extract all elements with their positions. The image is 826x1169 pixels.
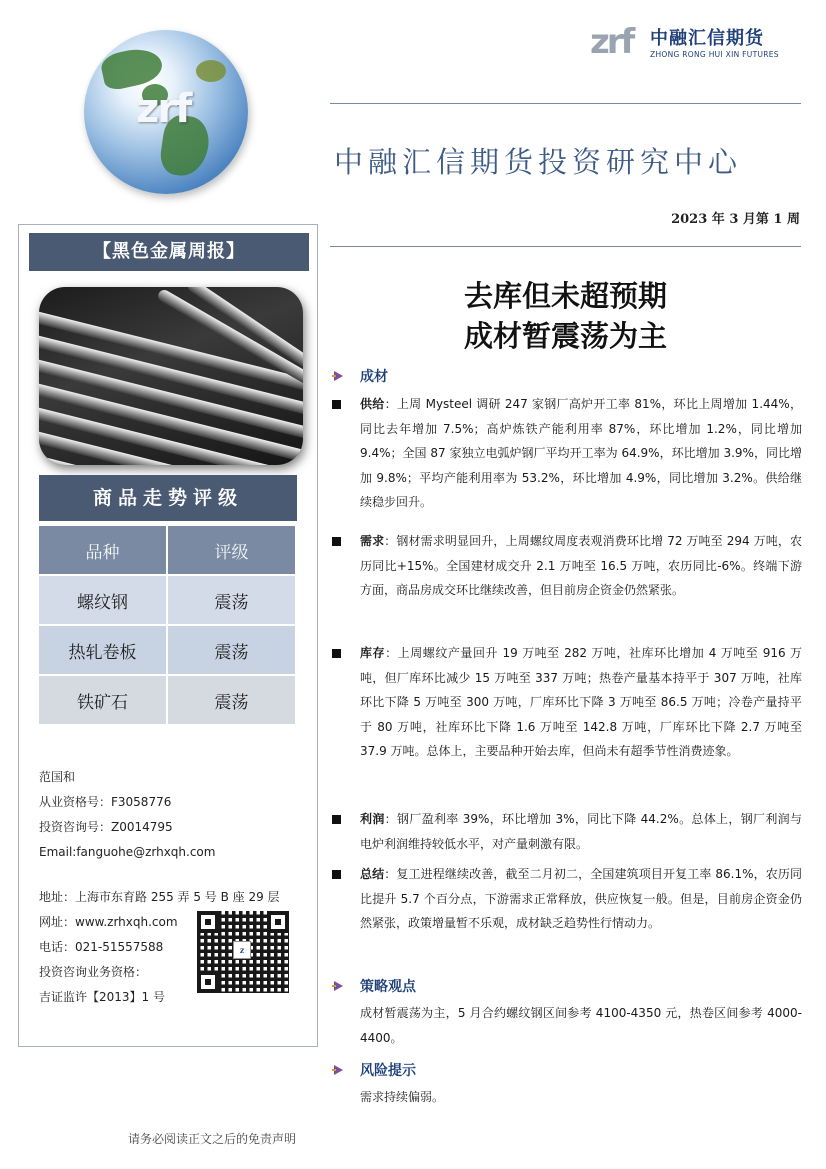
headline-line: 去库但未超预期 xyxy=(463,279,667,313)
section-arrow-icon xyxy=(332,369,346,383)
author-qualification: 从业资格号：F3058776 xyxy=(39,795,172,809)
author-name: 范国和 xyxy=(39,770,76,784)
license-number: 吉证监许【2013】1 号 xyxy=(39,990,165,1004)
author-email[interactable]: Email:fanguohe@zrhxqh.com xyxy=(39,845,216,859)
globe-land-shape xyxy=(196,60,226,82)
commodity-rating: 震荡 xyxy=(168,626,297,676)
section-arrow-icon xyxy=(332,1063,346,1077)
bullet-square-icon xyxy=(332,815,341,824)
bullet-square-icon xyxy=(332,537,341,546)
section-title-risk: 风险提示 xyxy=(332,1060,416,1080)
company-phone: 电话：021-51557588 xyxy=(39,940,164,954)
company-address: 地址：上海市东育路 255 弄 5 号 B 座 29 层 xyxy=(39,890,280,904)
brand-name-en: ZHONG RONG HUI XIN FUTURES xyxy=(650,50,779,59)
table-row xyxy=(39,626,297,676)
bullet-square-icon xyxy=(332,870,341,879)
commodity-name: 热轧卷板 xyxy=(39,626,168,676)
sidebar-panel xyxy=(18,224,318,1047)
commodity-rating: 震荡 xyxy=(168,676,297,726)
table-row xyxy=(39,676,297,726)
bullet-supply: 供给：上周 Mysteel 调研 247 家钢厂高炉开工率 81%，环比上周增加 1.44%，同比去年增加 7.5%；高炉炼铁产能利用率 87%，环比增加 1.2%，同比增加 9.4%；全国 87 家独立电弧炉钢厂平均开工率为 64.9%，环比增加 3.9%，同比增加 9.8%；平均产能利用率为 53.2%，环比增加 4.9%，同比增加 3.2%。供给继续稳步回升。 xyxy=(332,392,802,515)
bullet-profit: 利润：钢厂盈利率 39%，环比增加 3%，同比下降 44.2%。总体上，钢厂利润与电炉利润维持较低水平，对产量刺激有限。 xyxy=(332,807,802,856)
headline-line: 成材暂震荡为主 xyxy=(463,319,667,353)
report-type-title: 【黑色金属周报】 xyxy=(29,233,309,271)
author-info xyxy=(39,765,215,865)
qr-code xyxy=(197,911,289,993)
divider xyxy=(330,246,801,247)
author-consult-number: 投资咨询号：Z0014795 xyxy=(39,820,173,834)
qr-logo-icon: z xyxy=(233,941,251,959)
bullet-summary: 总结：复工进程继续改善，截至二月初二，全国建筑项目开复工率 86.1%，农历同比提升 5.7 个百分点，下游需求正常释放，供应恢复一般。但是，目前房企资金仍然紧张，政策增量暂不乐观，成材缺乏趋势性行情动力。 xyxy=(332,862,802,936)
section-title-steel: 成材 xyxy=(332,366,388,386)
globe-logo-mark: zrf xyxy=(136,86,191,132)
commodity-name: 螺纹钢 xyxy=(39,576,168,626)
section-arrow-icon xyxy=(332,979,346,993)
table-row xyxy=(39,576,297,626)
bullet-square-icon xyxy=(332,649,341,658)
section-title-strategy: 策略观点 xyxy=(332,976,416,996)
brand-name-cn: 中融汇信期货 xyxy=(650,28,764,49)
bullet-square-icon xyxy=(332,400,341,409)
rating-table xyxy=(39,526,297,726)
risk-text: 需求持续偏弱。 xyxy=(360,1090,445,1104)
license-label: 投资咨询业务资格： xyxy=(39,965,148,979)
brand-logo-mark: zrf xyxy=(590,22,633,62)
research-center-title: 中融汇信期货投资研究中心 xyxy=(334,145,743,179)
strategy-text: 成材暂震荡为主，5 月合约螺纹钢区间参考 4100-4350 元，热卷区间参考 4000-4400。 xyxy=(360,1006,802,1045)
globe-logo xyxy=(84,30,248,194)
table-header: 评级 xyxy=(168,526,297,576)
bullet-inventory: 库存：上周螺纹产量回升 19 万吨至 282 万吨，社库环比增加 4 万吨至 916 万吨，但厂库环比减少 15 万吨至 337 万吨；热卷产量基本持平于 307 万吨，社库环比下降 5 万吨至 300 万吨，厂库环比下降 3 万吨至 86.5 万吨；冷卷产量持平于 80 万吨，社库环比下降 1.6 万吨至 142.8 万吨，厂库环比下降 2.7 万吨至 37.9 万吨。总体上，主要品种开始去库，但尚未有超季节性消费迹象。 xyxy=(332,641,802,764)
disclaimer-note: 请务必阅读正文之后的免责声明 xyxy=(128,1132,297,1146)
commodity-name: 铁矿石 xyxy=(39,676,168,726)
steel-pipes-image xyxy=(39,287,303,465)
rating-section-title: 商品走势评级 xyxy=(39,475,297,521)
commodity-rating: 震荡 xyxy=(168,576,297,626)
bullet-demand: 需求：钢材需求明显回升，上周螺纹周度表观消费环比增 72 万吨至 294 万吨，农历同比+15%。全国建材成交升 2.1 万吨至 16.5 万吨，农历同比-6%。终端下游方面，商品房成交环比继续改善，但目前房企资金仍然紧张。 xyxy=(332,529,802,603)
divider xyxy=(330,103,801,104)
report-headline xyxy=(330,276,801,356)
table-header: 品种 xyxy=(39,526,168,576)
brand-logo xyxy=(590,20,790,64)
report-week: 2023 年 3 月第 1 周 xyxy=(671,212,800,227)
company-website[interactable]: 网址：www.zrhxqh.com xyxy=(39,915,178,929)
